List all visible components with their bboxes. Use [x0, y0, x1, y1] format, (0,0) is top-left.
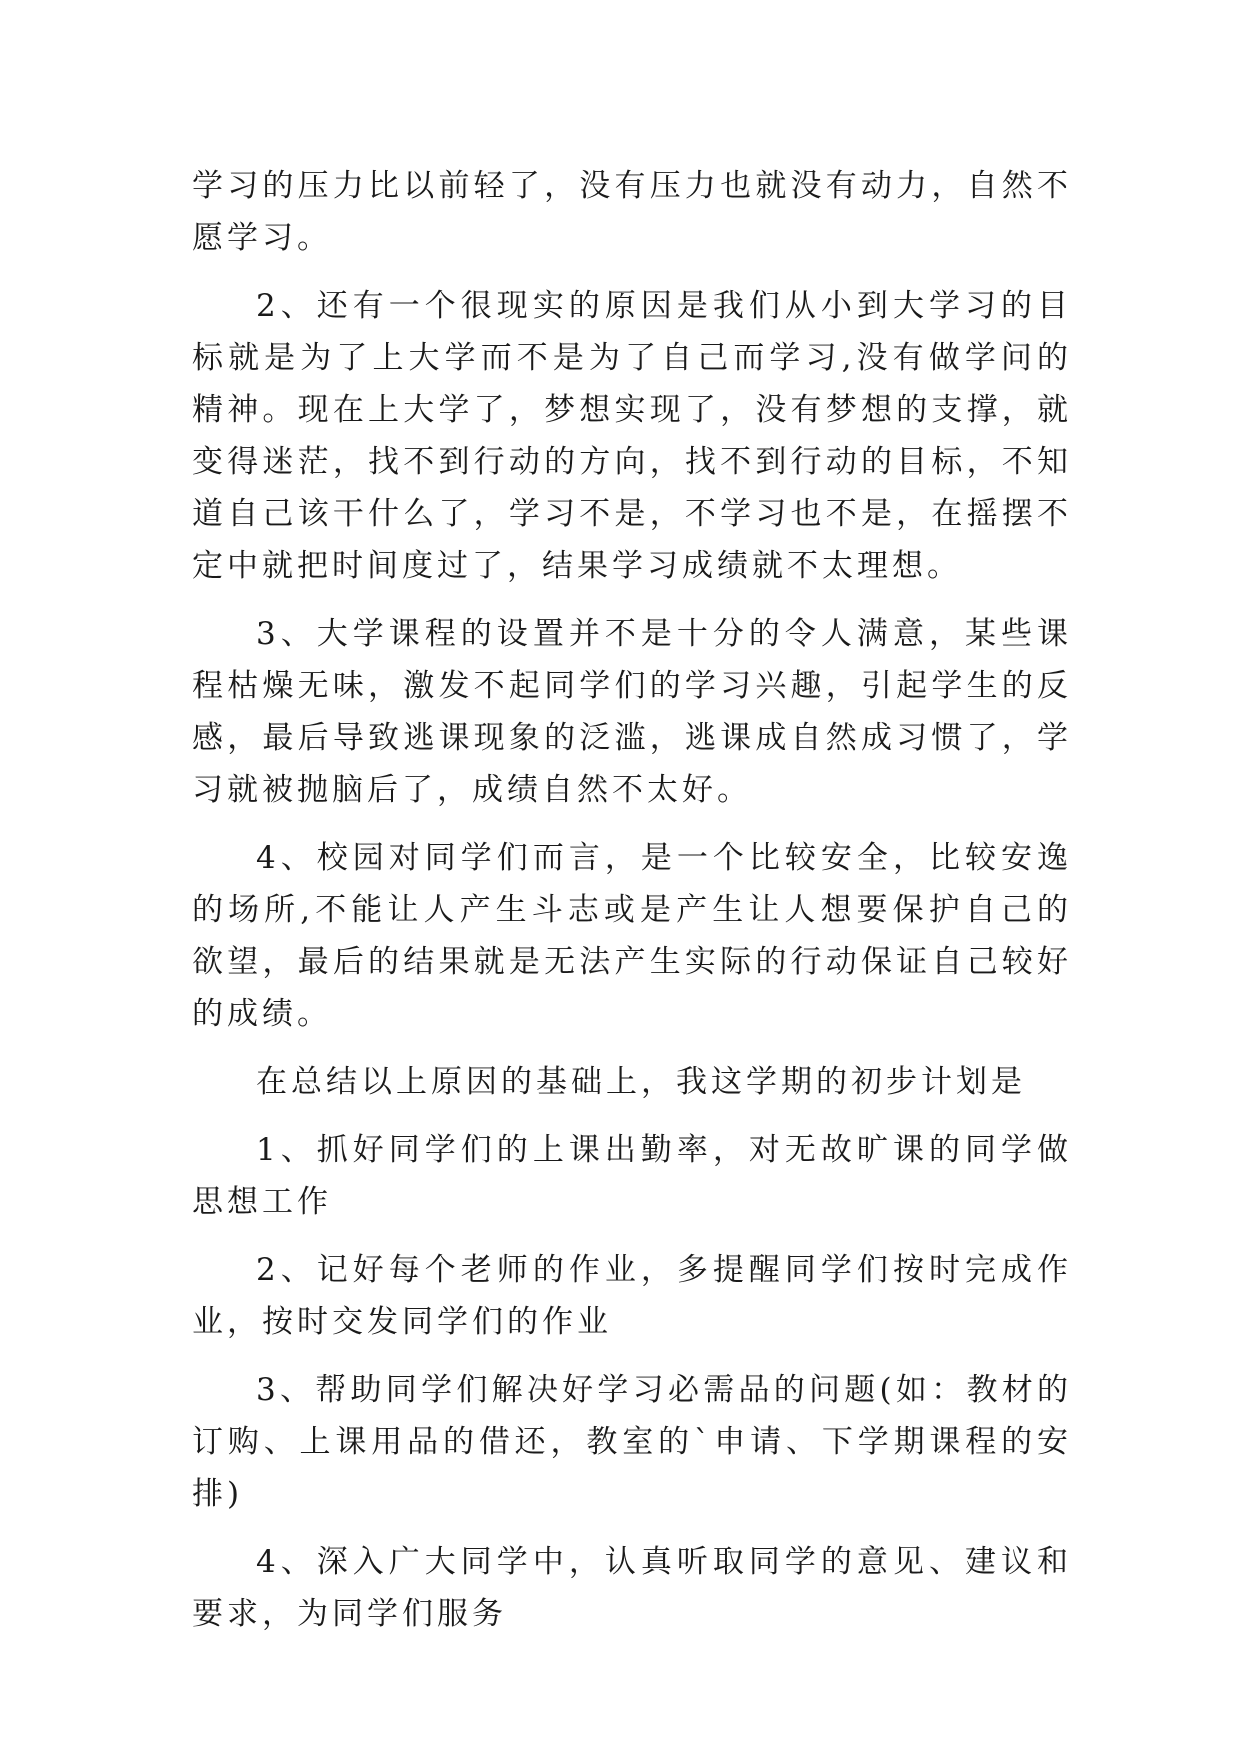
paragraph-plan-1: 1、抓好同学们的上课出勤率，对无故旷课的同学做思想工作 — [192, 1132, 1072, 1220]
paragraph-plan-3: 3、帮助同学们解决好学习必需品的问题(如：教材的订购、上课用品的借还，教室的`申请、下学期课程的安排) — [192, 1372, 1072, 1512]
paragraph-reason-3: 3、大学课程的设置并不是十分的令人满意，某些课程枯燥无味，激发不起同学们的学习兴趣，引起学生的反感，最后导致逃课现象的泛滥，逃课成自然成习惯了，学习就被抛脑后了，成绩自然不太好。 — [192, 616, 1072, 808]
paragraph-continuation: 学习的压力比以前轻了，没有压力也就没有动力，自然不愿学习。 — [192, 168, 1072, 256]
paragraph-plan-intro: 在总结以上原因的基础上，我这学期的初步计划是 — [256, 1064, 1026, 1100]
paragraph-plan-2: 2、记好每个老师的作业，多提醒同学们按时完成作业，按时交发同学们的作业 — [192, 1252, 1072, 1340]
paragraph-plan-4: 4、深入广大同学中，认真听取同学的意见、建议和要求，为同学们服务 — [192, 1544, 1072, 1632]
paragraph-reason-4: 4、校园对同学们而言，是一个比较安全，比较安逸的场所,不能让人产生斗志或是产生让人想要保护自己的欲望，最后的结果就是无法产生实际的行动保证自己较好的成绩。 — [192, 840, 1072, 1032]
paragraph-reason-2: 2、还有一个很现实的原因是我们从小到大学习的目标就是为了上大学而不是为了自己而学习,没有做学问的精神。现在上大学了，梦想实现了，没有梦想的支撑，就变得迷茫，找不到行动的方向，找不到行动的目标，不知道自己该干什么了，学习不是，不学习也不是，在摇摆不定中就把时间度过了，结果学习成绩就不太理想。 — [192, 288, 1072, 584]
document-body — [192, 160, 1072, 1656]
